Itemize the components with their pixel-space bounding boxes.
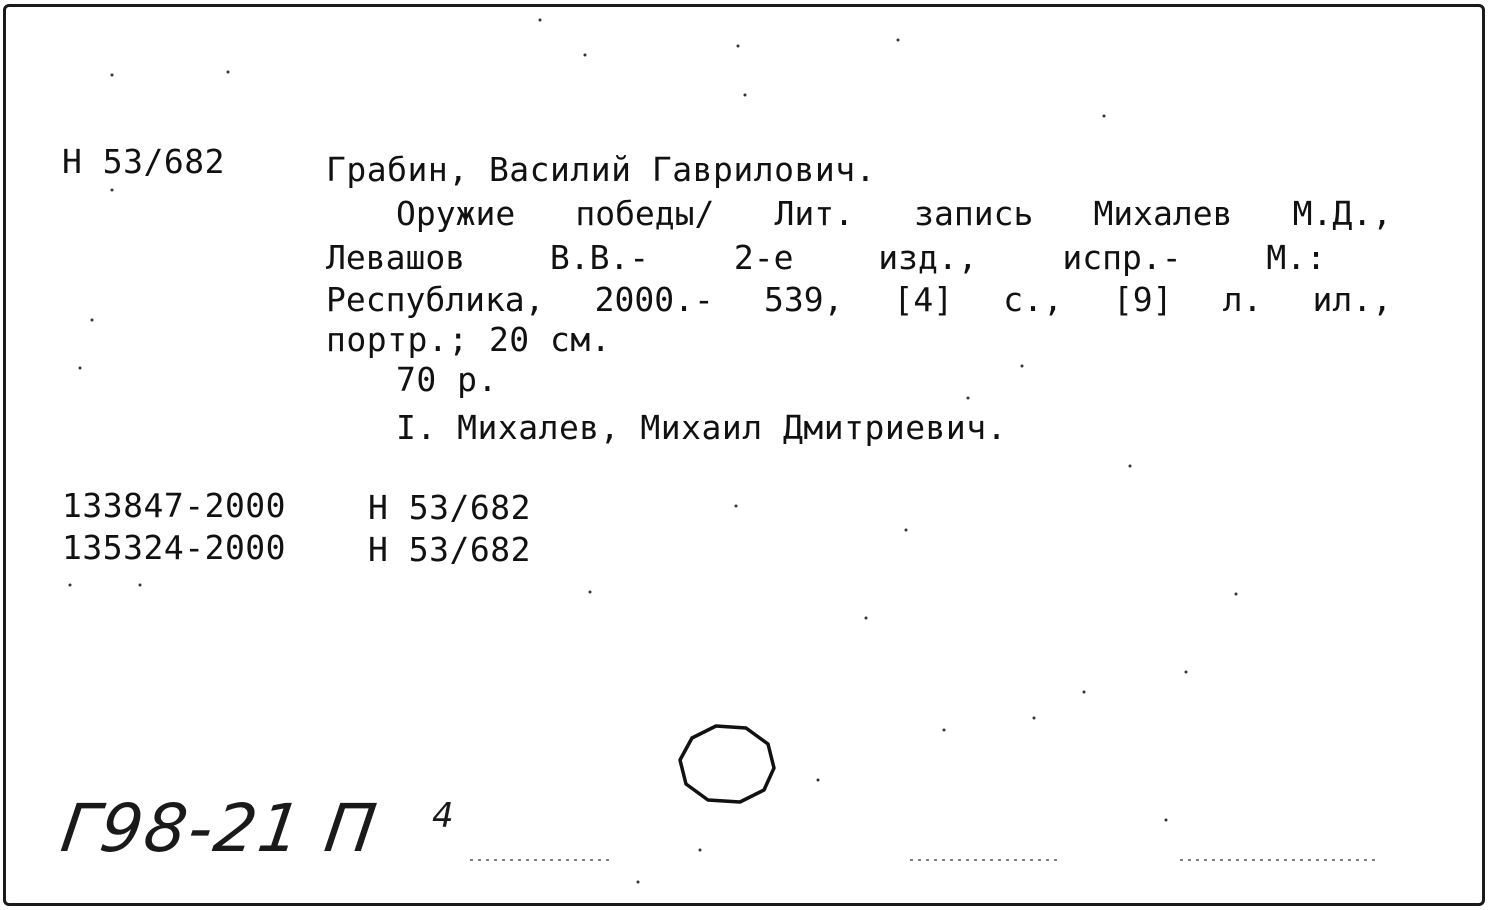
description-word: 2000.- xyxy=(594,280,714,319)
description-word: М.: xyxy=(1266,238,1326,277)
description-word: Михалев xyxy=(1093,194,1233,233)
description-word: победы/ xyxy=(575,194,715,233)
description-word: [9] xyxy=(1112,280,1173,319)
description-word: 2-е xyxy=(733,238,794,277)
description-word: [4] xyxy=(893,280,954,319)
description-word: Левашов xyxy=(326,238,466,277)
handwritten-code: Г98-21 П xyxy=(56,790,383,867)
description-word: 539, xyxy=(763,280,844,319)
description-word: Оружие xyxy=(396,194,516,233)
description-word: ил., xyxy=(1312,280,1392,319)
description-word: л. xyxy=(1222,280,1263,319)
price: 70 р. xyxy=(396,360,498,399)
description-word: испр.- xyxy=(1062,238,1182,277)
description-line-4: портр.; 20 см. xyxy=(326,320,612,359)
author-heading: Грабин, Василий Гаврилович. xyxy=(326,150,876,189)
copy-shelfmark: Н 53/682 xyxy=(368,530,531,569)
copy-number: 135324-2000 xyxy=(62,528,287,567)
handwritten-superscript: 4 xyxy=(432,796,454,836)
description-word: с., xyxy=(1003,280,1063,319)
description-word: Республика, xyxy=(326,280,545,319)
description-word: М.Д., xyxy=(1292,194,1392,233)
description-word: изд., xyxy=(878,238,978,277)
copy-number: 133847-2000 xyxy=(62,486,287,525)
description-word: В.В.- xyxy=(549,238,650,277)
description-word: Лит. xyxy=(774,194,854,233)
added-entry: I. Михалев, Михаил Дмитриевич. xyxy=(396,408,1008,447)
shelfmark: Н 53/682 xyxy=(62,142,225,181)
copy-shelfmark: Н 53/682 xyxy=(368,488,531,527)
description-word: запись xyxy=(914,194,1034,233)
